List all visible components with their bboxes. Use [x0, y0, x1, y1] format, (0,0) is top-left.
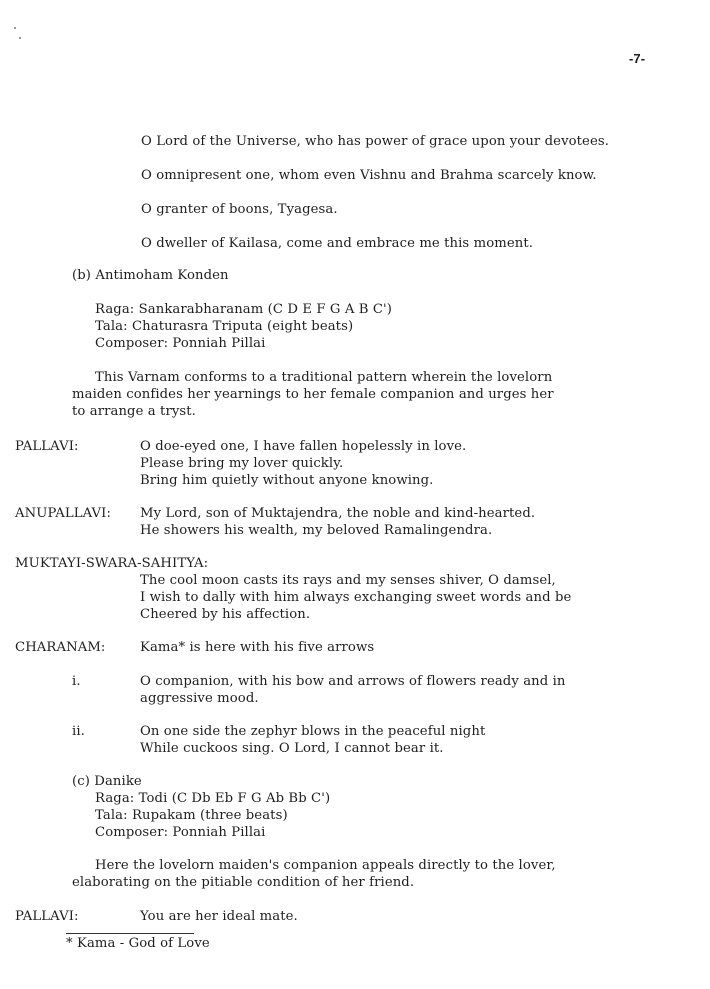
pallavi-label: PALLAVI: [15, 439, 79, 454]
charanam-item-line: O companion, with his bow and arrows of flowers ready and in [140, 674, 566, 689]
section-b-heading: (b) Antimoham Konden [72, 268, 229, 283]
muktayi-label: MUKTAYI-SWARA-SAHITYA: [15, 556, 209, 571]
scan-speck [14, 27, 16, 29]
pallavi-line: You are her ideal mate. [140, 909, 298, 924]
charanam-item-line: On one side the zephyr blows in the peaceful night [140, 724, 486, 739]
footnote: * Kama - God of Love [66, 936, 210, 951]
muktayi-line: I wish to dally with him always exchanging sweet words and be [140, 590, 572, 605]
anupallavi-label: ANUPALLAVI: [15, 506, 112, 521]
charanam-line: Kama* is here with his five arrows [140, 640, 375, 655]
anupallavi-line: My Lord, son of Muktajendra, the noble and kind-hearted. [140, 506, 536, 521]
scan-speck [19, 37, 21, 39]
section-c-raga: Raga: Todi (C Db Eb F G Ab Bb C') [95, 791, 331, 806]
pallavi-line: Bring him quietly without anyone knowing. [140, 473, 434, 488]
page-number: -7- [629, 51, 646, 66]
muktayi-line: The cool moon casts its rays and my senses shiver, O damsel, [140, 573, 556, 588]
charanam-item-line: While cuckoos sing. O Lord, I cannot bear it. [140, 741, 444, 756]
section-b-description: to arrange a tryst. [72, 404, 196, 419]
section-b-description: maiden confides her yearnings to her female companion and urges her [72, 387, 554, 402]
verse-line: O omnipresent one, whom even Vishnu and Brahma scarcely know. [141, 168, 597, 183]
charanam-item-number: ii. [72, 724, 85, 739]
charanam-item-line: aggressive mood. [140, 691, 259, 706]
muktayi-line: Cheered by his affection. [140, 607, 311, 622]
pallavi-label: PALLAVI: [15, 909, 79, 924]
section-b-description: This Varnam conforms to a traditional pattern wherein the lovelorn [95, 370, 553, 385]
verse-line: O granter of boons, Tyagesa. [141, 202, 338, 217]
section-b-tala: Tala: Chaturasra Triputa (eight beats) [95, 319, 354, 334]
pallavi-line: Please bring my lover quickly. [140, 456, 344, 471]
section-c-heading: (c) Danike [72, 774, 142, 789]
section-b-composer: Composer: Ponniah Pillai [95, 336, 266, 351]
verse-line: O Lord of the Universe, who has power of grace upon your devotees. [141, 134, 610, 149]
verse-line: O dweller of Kailasa, come and embrace me this moment. [141, 236, 534, 251]
anupallavi-line: He showers his wealth, my beloved Ramalingendra. [140, 523, 493, 538]
section-b-raga: Raga: Sankarabharanam (C D E F G A B C') [95, 302, 392, 317]
charanam-item-number: i. [72, 674, 81, 689]
pallavi-line: O doe-eyed one, I have fallen hopelessly in love. [140, 439, 467, 454]
section-c-description: Here the lovelorn maiden's companion appeals directly to the lover, [95, 858, 556, 873]
section-c-composer: Composer: Ponniah Pillai [95, 825, 266, 840]
charanam-label: CHARANAM: [15, 640, 106, 655]
footnote-rule [66, 933, 194, 934]
section-c-tala: Tala: Rupakam (three beats) [95, 808, 288, 823]
section-c-description: elaborating on the pitiable condition of her friend. [72, 875, 415, 890]
